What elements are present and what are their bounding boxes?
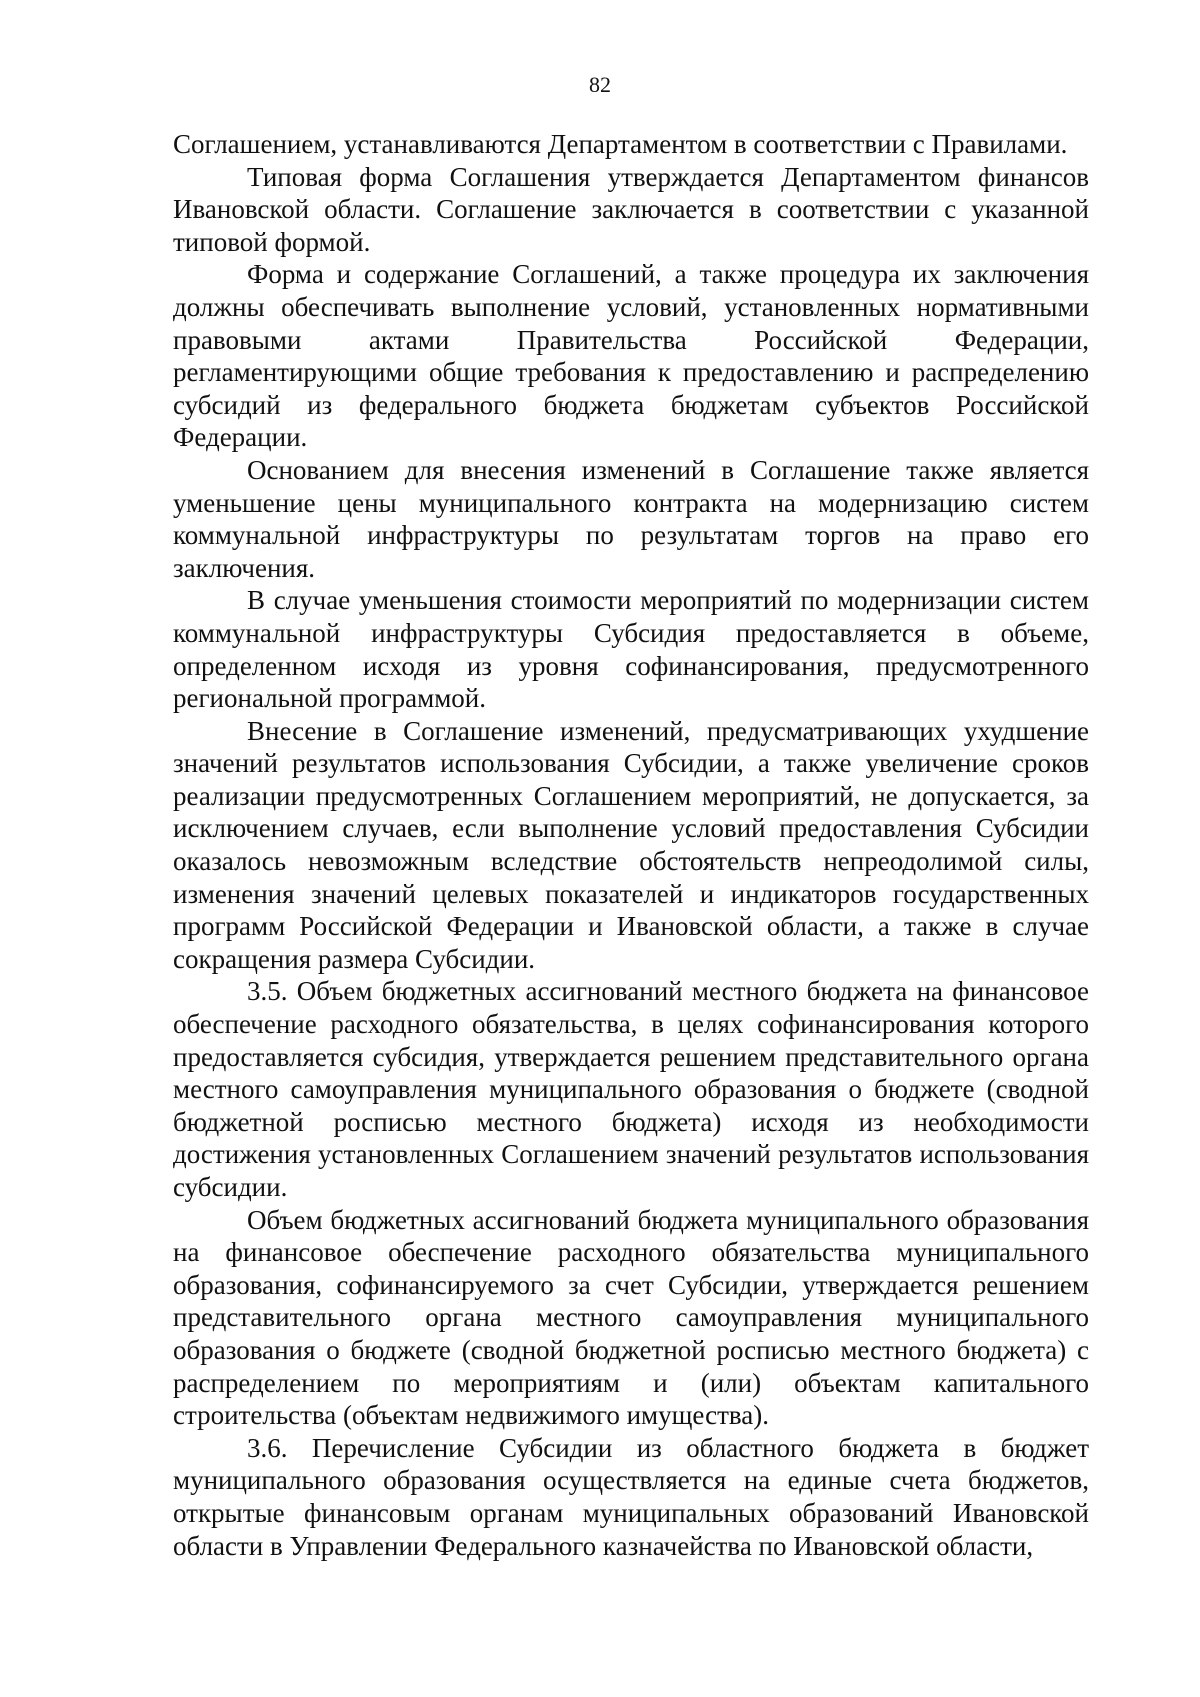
paragraph-cost-reduction: В случае уменьшения стоимости мероприятий по модернизации систем коммунальной инфраструктуры Субсидия предоставляется в объеме, определенном исходя из уровня софинансирования, предусмотренного региональной программой. (173, 585, 1089, 714)
paragraph-section-3-5: 3.5. Объем бюджетных ассигнований местного бюджета на финансовое обеспечение расходного обязательства, в целях софинансирования которого предоставляется субсидия, утверждается решением представительного органа местного самоуправления муниципального образования о бюджете (сводной бюджетной росписью местного бюджета) исходя из необходимости достижения установленных Соглашением значений результатов использования субсидии. (173, 976, 1089, 1202)
paragraph-form-and-content: Форма и содержание Соглашений, а также процедура их заключения должны обеспечивать выполнение условий, установленных нормативными правовыми актами Правительства Российской Федерации, регламентирующими общие требования к предоставлению и распределению субсидий из федерального бюджета бюджетам субъектов Российской Федерации. (173, 259, 1089, 453)
paragraph-typical-form: Типовая форма Соглашения утверждается Департаментом финансов Ивановской области. Соглашение заключается в соответствии с указанной типовой формой. (173, 161, 1089, 257)
document-body (173, 128, 1089, 1562)
paragraph-continuation: Соглашением, устанавливаются Департаментом в соответствии с Правилами. (173, 129, 1068, 159)
page-number: 82 (589, 72, 611, 97)
paragraph-changes-not-allowed: Внесение в Соглашение изменений, предусматривающих ухудшение значений результатов использования Субсидии, а также увеличение сроков реализации предусмотренных Соглашением мероприятий, не допускается, за исключением случаев, если выполнение условий предоставления Субсидии оказалось невозможным вследствие обстоятельств непреодолимой силы, изменения значений целевых показателей и индикаторов государственных программ Российской Федерации и Ивановской области, а также в случае сокращения размера Субсидии. (173, 715, 1089, 974)
paragraph-grounds-for-changes: Основанием для внесения изменений в Соглашение также является уменьшение цены муниципального контракта на модернизацию систем коммунальной инфраструктуры по результатам торгов на право его заключения. (173, 454, 1089, 583)
paragraph-section-3-6: 3.6. Перечисление Субсидии из областного бюджета в бюджет муниципального образования осуществляется на единые счета бюджетов, открытые финансовым органам муниципальных образований Ивановской области в Управлении Федерального казначейства по Ивановской области, (173, 1432, 1089, 1561)
paragraph-municipal-budget-volume: Объем бюджетных ассигнований бюджета муниципального образования на финансовое обеспечение расходного обязательства муниципального образования, софинансируемого за счет Субсидии, утверждается решением представительного органа местного самоуправления муниципального образования о бюджете (сводной бюджетной росписью местного бюджета) с распределением по мероприятиям и (или) объектам капитального строительства (объектам недвижимого имущества). (173, 1204, 1089, 1431)
